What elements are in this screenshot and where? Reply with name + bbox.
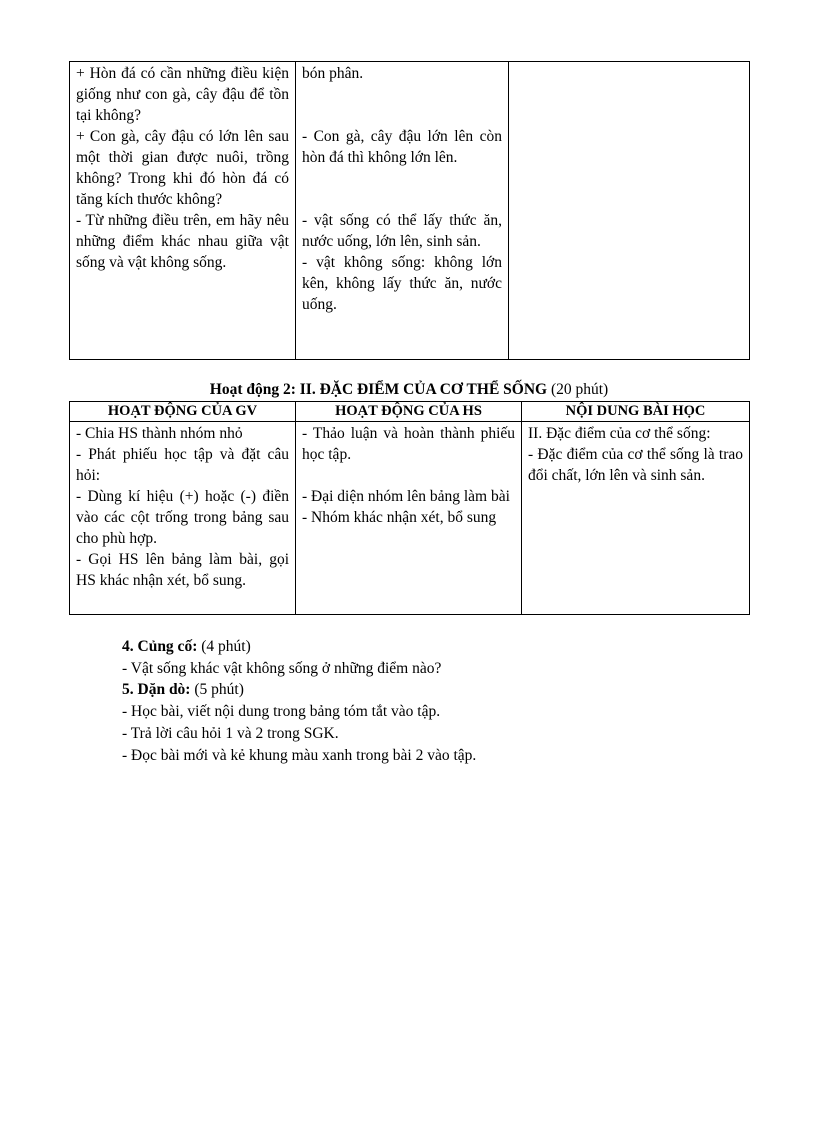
answer-item: - vật không sống: không lớn kên, không lấy thức ăn, nước uống. [302,254,502,313]
student-activity-cell [296,62,509,360]
answer-item: bón phân. [302,65,364,82]
content-heading: II. Đặc điểm của cơ thể sống: [528,425,711,442]
activity2-heading [69,380,749,400]
list-item: - Thảo luận và hoàn thành phiếu học tập. [302,425,515,463]
question-item: - Từ những điều trên, em hãy nêu những điểm khác nhau giữa vật sống và vật không sống. [76,212,289,271]
lesson-content-cell [522,422,750,615]
list-item: - Đại diện nhóm lên bảng làm bài [302,488,510,505]
list-item: - Gọi HS lên bảng làm bài, gọi HS khác nhận xét, bổ sung. [76,551,289,589]
student-activity-cell [296,422,522,615]
activity2-label: Hoạt động 2: [209,381,296,398]
homework-item: - Đọc bài mới và kẻ khung màu xanh trong bài 2 vào tập. [122,746,477,764]
list-item: - Chia HS thành nhóm nhỏ [76,425,243,442]
column-header: HOẠT ĐỘNG CỦA HS [296,402,522,422]
activity2-time: (20 phút) [550,381,609,398]
teacher-activity-cell [70,422,296,615]
answer-item: - vật sống có thể lấy thức ăn, nước uống, lớn lên, sinh sản. [302,212,502,250]
list-item: - Nhóm khác nhận xét, bổ sung [302,509,497,526]
consolidation-item: - Vật sống khác vật không sống ở những điểm nào? [122,659,442,677]
homework-heading: 5. Dặn dò: (5 phút) [122,681,244,699]
homework-item: - Học bài, viết nội dung trong bảng tóm tắt vào tập. [122,703,441,721]
list-item: - Dùng kí hiệu (+) hoặc (-) điền vào các cột trống trong bảng sau cho phù hợp. [76,488,289,547]
table-header-row [70,402,750,422]
table-row [70,62,750,360]
activity2-table [69,401,750,615]
column-header: HOẠT ĐỘNG CỦA GV [70,402,296,422]
activity1-table-continued [69,61,750,360]
answer-item: - Con gà, cây đậu lớn lên còn hòn đá thì không lớn lên. [302,128,502,166]
list-item: - Phát phiếu học tập và đặt câu hỏi: [76,446,289,484]
consolidation-heading: 4. Củng cố: (4 phút) [122,638,251,655]
activity2-title: II. ĐẶC ĐIỂM CỦA CƠ THỂ SỐNG [299,381,548,398]
lesson-content-cell [509,62,750,360]
question-item: + Hòn đá có cần những điều kiện giống như con gà, cây đậu để tồn tại không? [76,65,289,124]
lesson-notes [122,636,476,766]
homework-item: - Trả lời câu hỏi 1 và 2 trong SGK. [122,724,339,742]
table-row [70,422,750,615]
teacher-activity-cell [70,62,296,360]
column-header: NỘI DUNG BÀI HỌC [522,402,750,422]
content-item: - Đặc điểm của cơ thể sống là trao đổi chất, lớn lên và sinh sản. [528,446,743,484]
question-item: + Con gà, cây đậu có lớn lên sau một thời gian được nuôi, trồng không? Trong khi đó hòn đá có tăng kích thước không? [76,128,289,208]
